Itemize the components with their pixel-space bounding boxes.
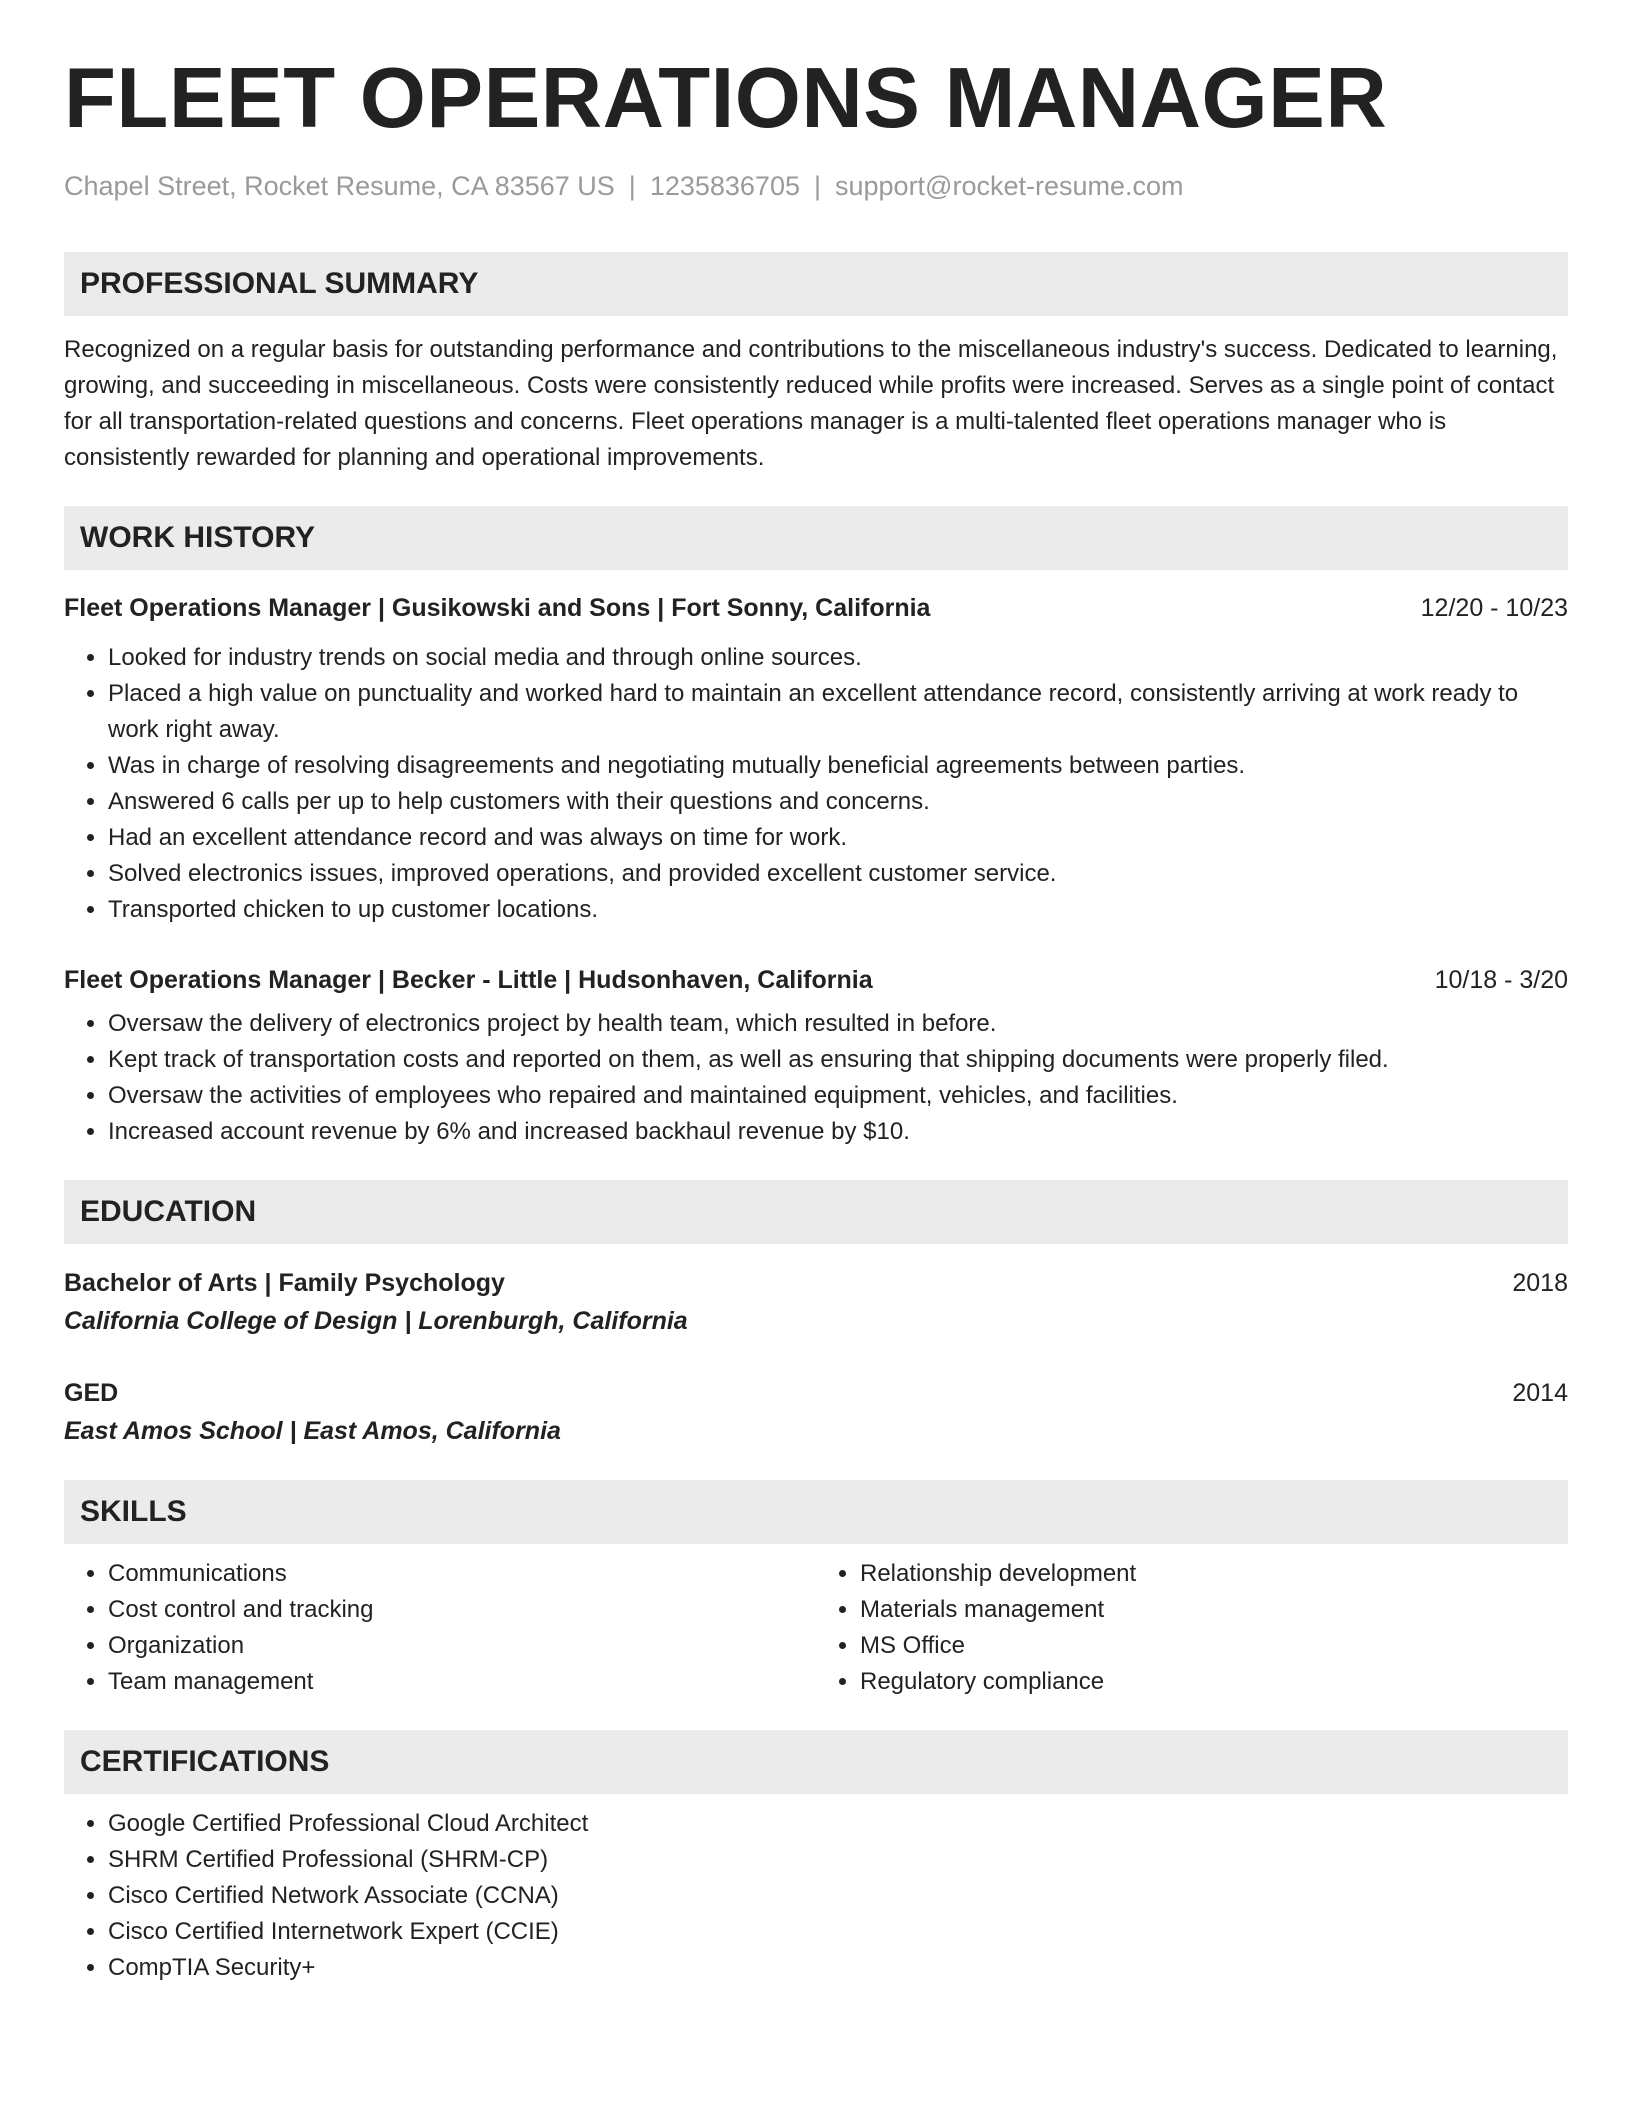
certifications-list	[64, 1806, 1568, 1986]
list-item: • CompTIA Security+	[108, 1950, 1568, 1986]
school: East Amos School | East Amos, California	[64, 1417, 561, 1445]
job-header	[64, 590, 1568, 626]
email: support@rocket-resume.com	[835, 171, 1184, 201]
job-bullets	[64, 1006, 1568, 1150]
separator: |	[813, 171, 821, 201]
list-item: • Looked for industry trends on social media and through online sources.	[108, 640, 1568, 676]
section-heading-skills: SKILLS	[64, 1480, 1568, 1544]
page-title: FLEET OPERATIONS MANAGER	[64, 51, 1388, 146]
job-bullets	[64, 640, 1568, 928]
list-item: • Relationship development	[860, 1556, 1568, 1592]
separator: |	[628, 171, 636, 201]
list-item: • Had an excellent attendance record and was always on time for work.	[108, 820, 1568, 856]
list-item: • Transported chicken to up customer locations.	[108, 892, 1568, 928]
skills-column-right	[816, 1556, 1568, 1700]
list-item: • Organization	[108, 1628, 816, 1664]
degree: GED	[64, 1379, 119, 1407]
list-item: • MS Office	[860, 1628, 1568, 1664]
graduation-year: 2014	[1512, 1379, 1568, 1407]
list-item: • Cost control and tracking	[108, 1592, 816, 1628]
job-dates: 12/20 - 10/23	[1420, 594, 1568, 622]
education-entry	[64, 1264, 1568, 1340]
list-item: • Materials management	[860, 1592, 1568, 1628]
address: Chapel Street, Rocket Resume, CA 83567 US	[64, 171, 615, 201]
section-heading-education: EDUCATION	[64, 1180, 1568, 1244]
list-item: • Regulatory compliance	[860, 1664, 1568, 1700]
list-item: • Cisco Certified Network Associate (CCNA)	[108, 1878, 1568, 1914]
job-header	[64, 962, 1568, 998]
education-header	[64, 1374, 1568, 1412]
school: California College of Design | Lorenburgh, California	[64, 1307, 688, 1335]
list-item: • Increased account revenue by 6% and increased backhaul revenue by $10.	[108, 1114, 1568, 1150]
education-header	[64, 1264, 1568, 1302]
list-item: • Google Certified Professional Cloud Architect	[108, 1806, 1568, 1842]
list-item: • Team management	[108, 1664, 816, 1700]
job-title: Fleet Operations Manager | Gusikowski and Sons | Fort Sonny, California	[64, 594, 931, 622]
list-item: • SHRM Certified Professional (SHRM-CP)	[108, 1842, 1568, 1878]
phone: 1235836705	[649, 171, 800, 201]
skills-column-left	[64, 1556, 816, 1700]
skills-list	[64, 1556, 1568, 1700]
contact-line	[64, 171, 1568, 202]
list-item: • Oversaw the delivery of electronics project by health team, which resulted in before.	[108, 1006, 1568, 1042]
summary-text: Recognized on a regular basis for outstanding performance and contributions to the miscellaneous industry's success. Dedicated to learning, growing, and succeeding in miscellaneous. Costs were consistently reduced while profits were increased. Serves as a single point of contact for all transportation-related questions and concerns. Fleet operations manager is a multi-talented fleet operations manager who is consistently rewarded for planning and operational improvements.	[64, 336, 1558, 471]
degree: Bachelor of Arts | Family Psychology	[64, 1269, 505, 1297]
list-item: • Placed a high value on punctuality and worked hard to maintain an excellent attendance record, consistently arriving at work ready to work right away.	[108, 676, 1568, 748]
job-dates: 10/18 - 3/20	[1434, 966, 1568, 994]
section-heading-work-history: WORK HISTORY	[64, 506, 1568, 570]
education-entry	[64, 1374, 1568, 1450]
section-heading-certifications: CERTIFICATIONS	[64, 1730, 1568, 1794]
list-item: • Communications	[108, 1556, 816, 1592]
job-title: Fleet Operations Manager | Becker - Little | Hudsonhaven, California	[64, 966, 873, 994]
list-item: • Cisco Certified Internetwork Expert (CCIE)	[108, 1914, 1568, 1950]
graduation-year: 2018	[1512, 1269, 1568, 1297]
list-item: • Was in charge of resolving disagreements and negotiating mutually beneficial agreements between parties.	[108, 748, 1568, 784]
list-item: • Kept track of transportation costs and reported on them, as well as ensuring that shipping documents were properly filed.	[108, 1042, 1568, 1078]
list-item: • Oversaw the activities of employees who repaired and maintained equipment, vehicles, and facilities.	[108, 1078, 1568, 1114]
list-item: • Solved electronics issues, improved operations, and provided excellent customer service.	[108, 856, 1568, 892]
job-entry	[64, 962, 1568, 1150]
section-heading-summary: PROFESSIONAL SUMMARY	[64, 252, 1568, 316]
list-item: • Answered 6 calls per up to help customers with their questions and concerns.	[108, 784, 1568, 820]
job-entry	[64, 590, 1568, 928]
